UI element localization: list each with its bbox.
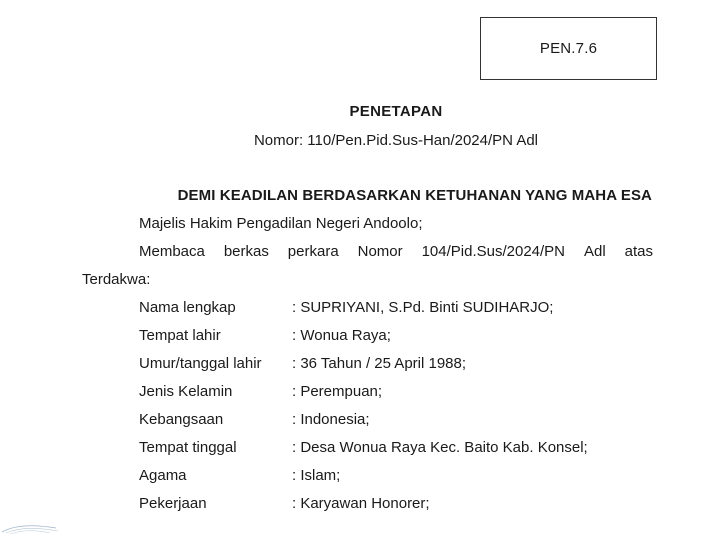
paragraph-court: Majelis Hakim Pengadilan Negeri Andoolo; <box>139 215 423 232</box>
irah-irah-heading: DEMI KEADILAN BERDASARKAN KETUHANAN YANG MAHA ESA <box>177 187 652 204</box>
document-title: PENETAPAN <box>349 103 443 120</box>
identity-label: Agama <box>139 467 187 484</box>
identity-value: : Wonua Raya; <box>292 327 391 344</box>
identity-label: Tempat tinggal <box>139 439 237 456</box>
identity-value: : Karyawan Honorer; <box>292 495 430 512</box>
identity-label: Jenis Kelamin <box>139 383 233 400</box>
identity-value: : Indonesia; <box>292 411 370 428</box>
document-code: PEN.7.6 <box>539 40 598 57</box>
paragraph-case-file <box>139 243 653 260</box>
identity-label: Umur/tanggal lahir <box>139 355 262 372</box>
document-code-box <box>480 17 657 80</box>
justified-word: 104/Pid.Sus/2024/PN <box>421 243 566 260</box>
justified-word: Membaca <box>139 243 205 260</box>
identity-label: Tempat lahir <box>139 327 221 344</box>
identity-value: : Perempuan; <box>292 383 383 400</box>
justified-word: atas <box>624 243 653 260</box>
identity-label: Kebangsaan <box>139 411 224 428</box>
identity-value: : SUPRIYANI, S.Pd. Binti SUDIHARJO; <box>292 299 554 316</box>
justified-word: berkas <box>223 243 269 260</box>
identity-value: : 36 Tahun / 25 April 1988; <box>292 355 467 372</box>
identity-value: : Islam; <box>292 467 341 484</box>
paragraph-case-file-continued: Terdakwa: <box>82 271 151 288</box>
identity-label: Pekerjaan <box>139 495 207 512</box>
stamp-fragment <box>0 518 60 534</box>
identity-value: : Desa Wonua Raya Kec. Baito Kab. Konsel; <box>292 439 588 456</box>
justified-word: Nomor <box>357 243 403 260</box>
document-number: Nomor: 110/Pen.Pid.Sus-Han/2024/PN Adl <box>253 132 539 149</box>
justified-word: Adl <box>583 243 606 260</box>
justified-word: perkara <box>287 243 339 260</box>
identity-label: Nama lengkap <box>139 299 236 316</box>
